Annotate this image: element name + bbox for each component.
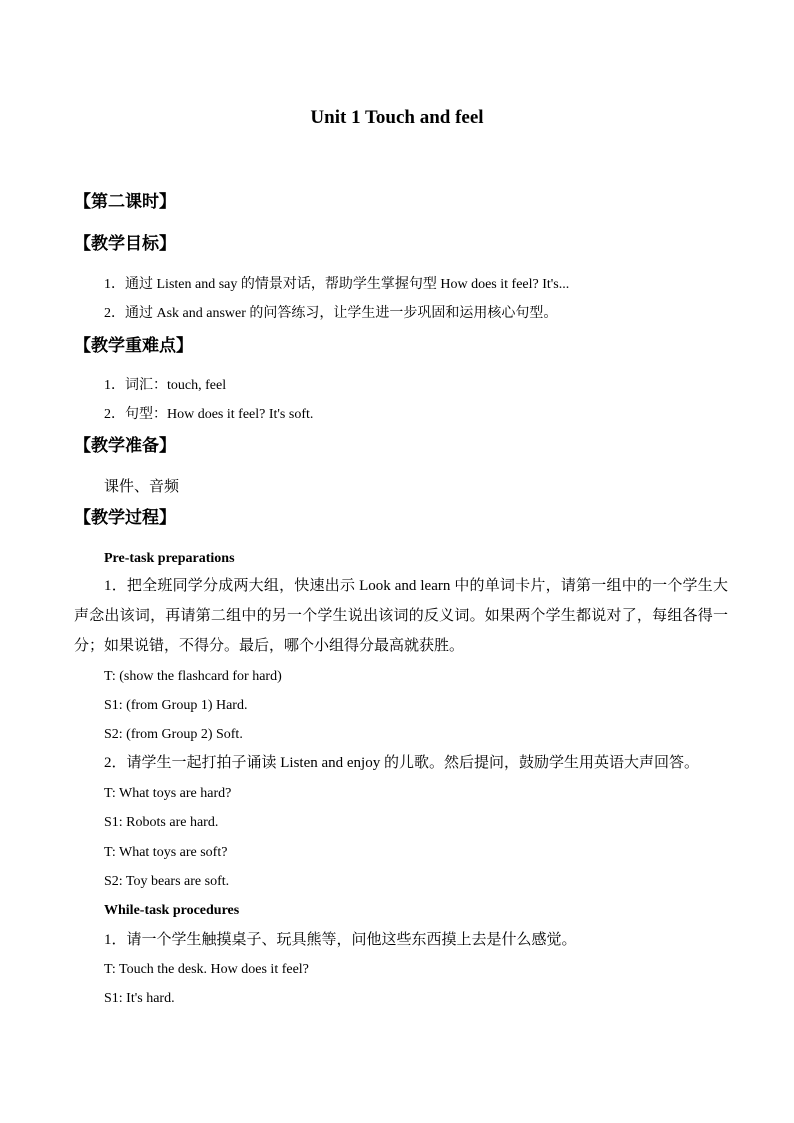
dialog-line: S1: (from Group 1) Hard. (104, 698, 248, 713)
key-point-item: 1．词汇：touch, feel (104, 378, 227, 393)
dialog-line: S2: (from Group 2) Soft. (104, 727, 243, 742)
process-heading: 【教学过程】 (74, 508, 176, 527)
pre-task-step-1: 1．把全班同学分成两大组，快速出示 Look and learn 中的单词卡片，请第一组中的一个学生大声念出该词，再请第二组中的另一个学生说出该词的反义词。如果两个学生都说对了，每组各得一分；如果说错，不得分。最后，哪个小组得分最高就获胜。 (74, 578, 728, 654)
dialog-line: S2: Toy bears are soft. (104, 874, 230, 889)
dialog-line: S1: It's hard. (104, 991, 175, 1006)
preparation-heading: 【教学准备】 (74, 436, 176, 455)
dialog-line: T: Touch the desk. How does it feel? (104, 962, 309, 977)
while-task-step-1: 1．请一个学生触摸桌子、玩具熊等，问他这些东西摸上去是什么感觉。 (104, 932, 577, 948)
preparation-text: 课件、音频 (104, 479, 180, 495)
document-title: Unit 1 Touch and feel (310, 107, 484, 128)
lesson-heading: 【第二课时】 (74, 192, 176, 211)
objective-item: 2．通过 Ask and answer 的问答练习，让学生进一步巩固和运用核心句型。 (104, 306, 558, 321)
dialog-line: T: (show the flashcard for hard) (104, 669, 282, 684)
objectives-heading: 【教学目标】 (74, 234, 176, 253)
key-point-item: 2．句型：How does it feel? It's soft. (104, 407, 314, 422)
key-points-heading: 【教学重难点】 (74, 336, 193, 355)
pre-task-title: Pre-task preparations (104, 551, 235, 566)
dialog-line: S1: Robots are hard. (104, 815, 219, 830)
objective-item: 1．通过 Listen and say 的情景对话，帮助学生掌握句型 How does it feel? It's... (104, 277, 570, 292)
while-task-title: While-task procedures (104, 903, 240, 918)
dialog-line: T: What toys are hard? (104, 786, 232, 801)
pre-task-step-2: 2．请学生一起打拍子诵读 Listen and enjoy 的儿歌。然后提问，鼓励学生用英语大声回答。 (104, 755, 699, 771)
dialog-line: T: What toys are soft? (104, 845, 228, 860)
